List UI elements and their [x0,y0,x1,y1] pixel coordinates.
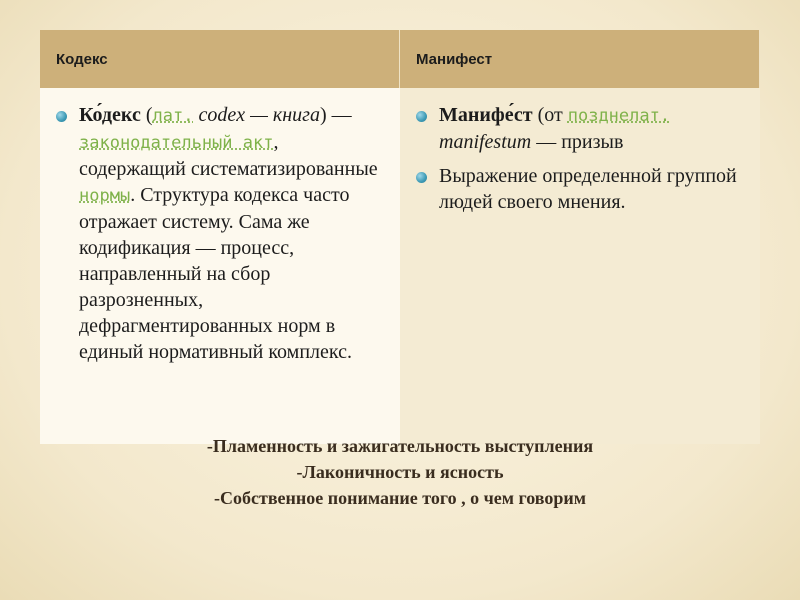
footer-line-1: -Пламенность и зажигательность выступления [206,436,594,456]
manifest-term: Манифе́ст [439,104,533,126]
header-codex: Кодекс [40,30,400,88]
footer-line-2: -Лаконичность и ясность [296,462,504,482]
link-late-latin[interactable]: позднелат. [567,106,671,126]
codex-rest-text: . Структура кодекса часто отражает систему. Сама же кодификация — процесс, направленный на сбор разрозненных, дефрагментированных норм в единый нормативный комплекс. [79,184,352,363]
codex-cell [40,88,400,444]
codex-term: Ко́декс [79,104,141,126]
bullet-dot-icon [416,111,427,122]
manifest-open-text: (от [532,104,568,126]
link-legislative-act[interactable]: законодательный акт [79,133,274,153]
bullet-dot-icon [56,111,67,122]
codex-latin: codex — книга [193,104,320,126]
manifest-bullet-1 [416,102,746,155]
header-manifest: Манифест [400,30,760,88]
codex-text [79,102,386,365]
manifest-text-1 [439,102,746,155]
comparison-table [40,30,760,444]
bullet-dot-icon [416,172,427,183]
codex-mid-text: , содержащий систематизированные [79,131,378,180]
manifest-text-2: Выражение определенной группой людей своего мнения. [439,165,737,213]
manifest-bullet-2 [416,163,746,215]
manifest-latin: manifestum [439,131,532,153]
link-lat[interactable]: лат. [152,106,194,126]
codex-bullet [56,102,386,365]
manifest-cell [400,88,760,444]
footer-line-3: -Собственное понимание того , о чем говорим [214,488,586,508]
codex-open-paren: ( [140,104,153,126]
codex-close-text: ) — [319,104,352,126]
link-norms[interactable]: нормы [79,186,131,206]
manifest-after-text: — призыв [531,131,624,153]
